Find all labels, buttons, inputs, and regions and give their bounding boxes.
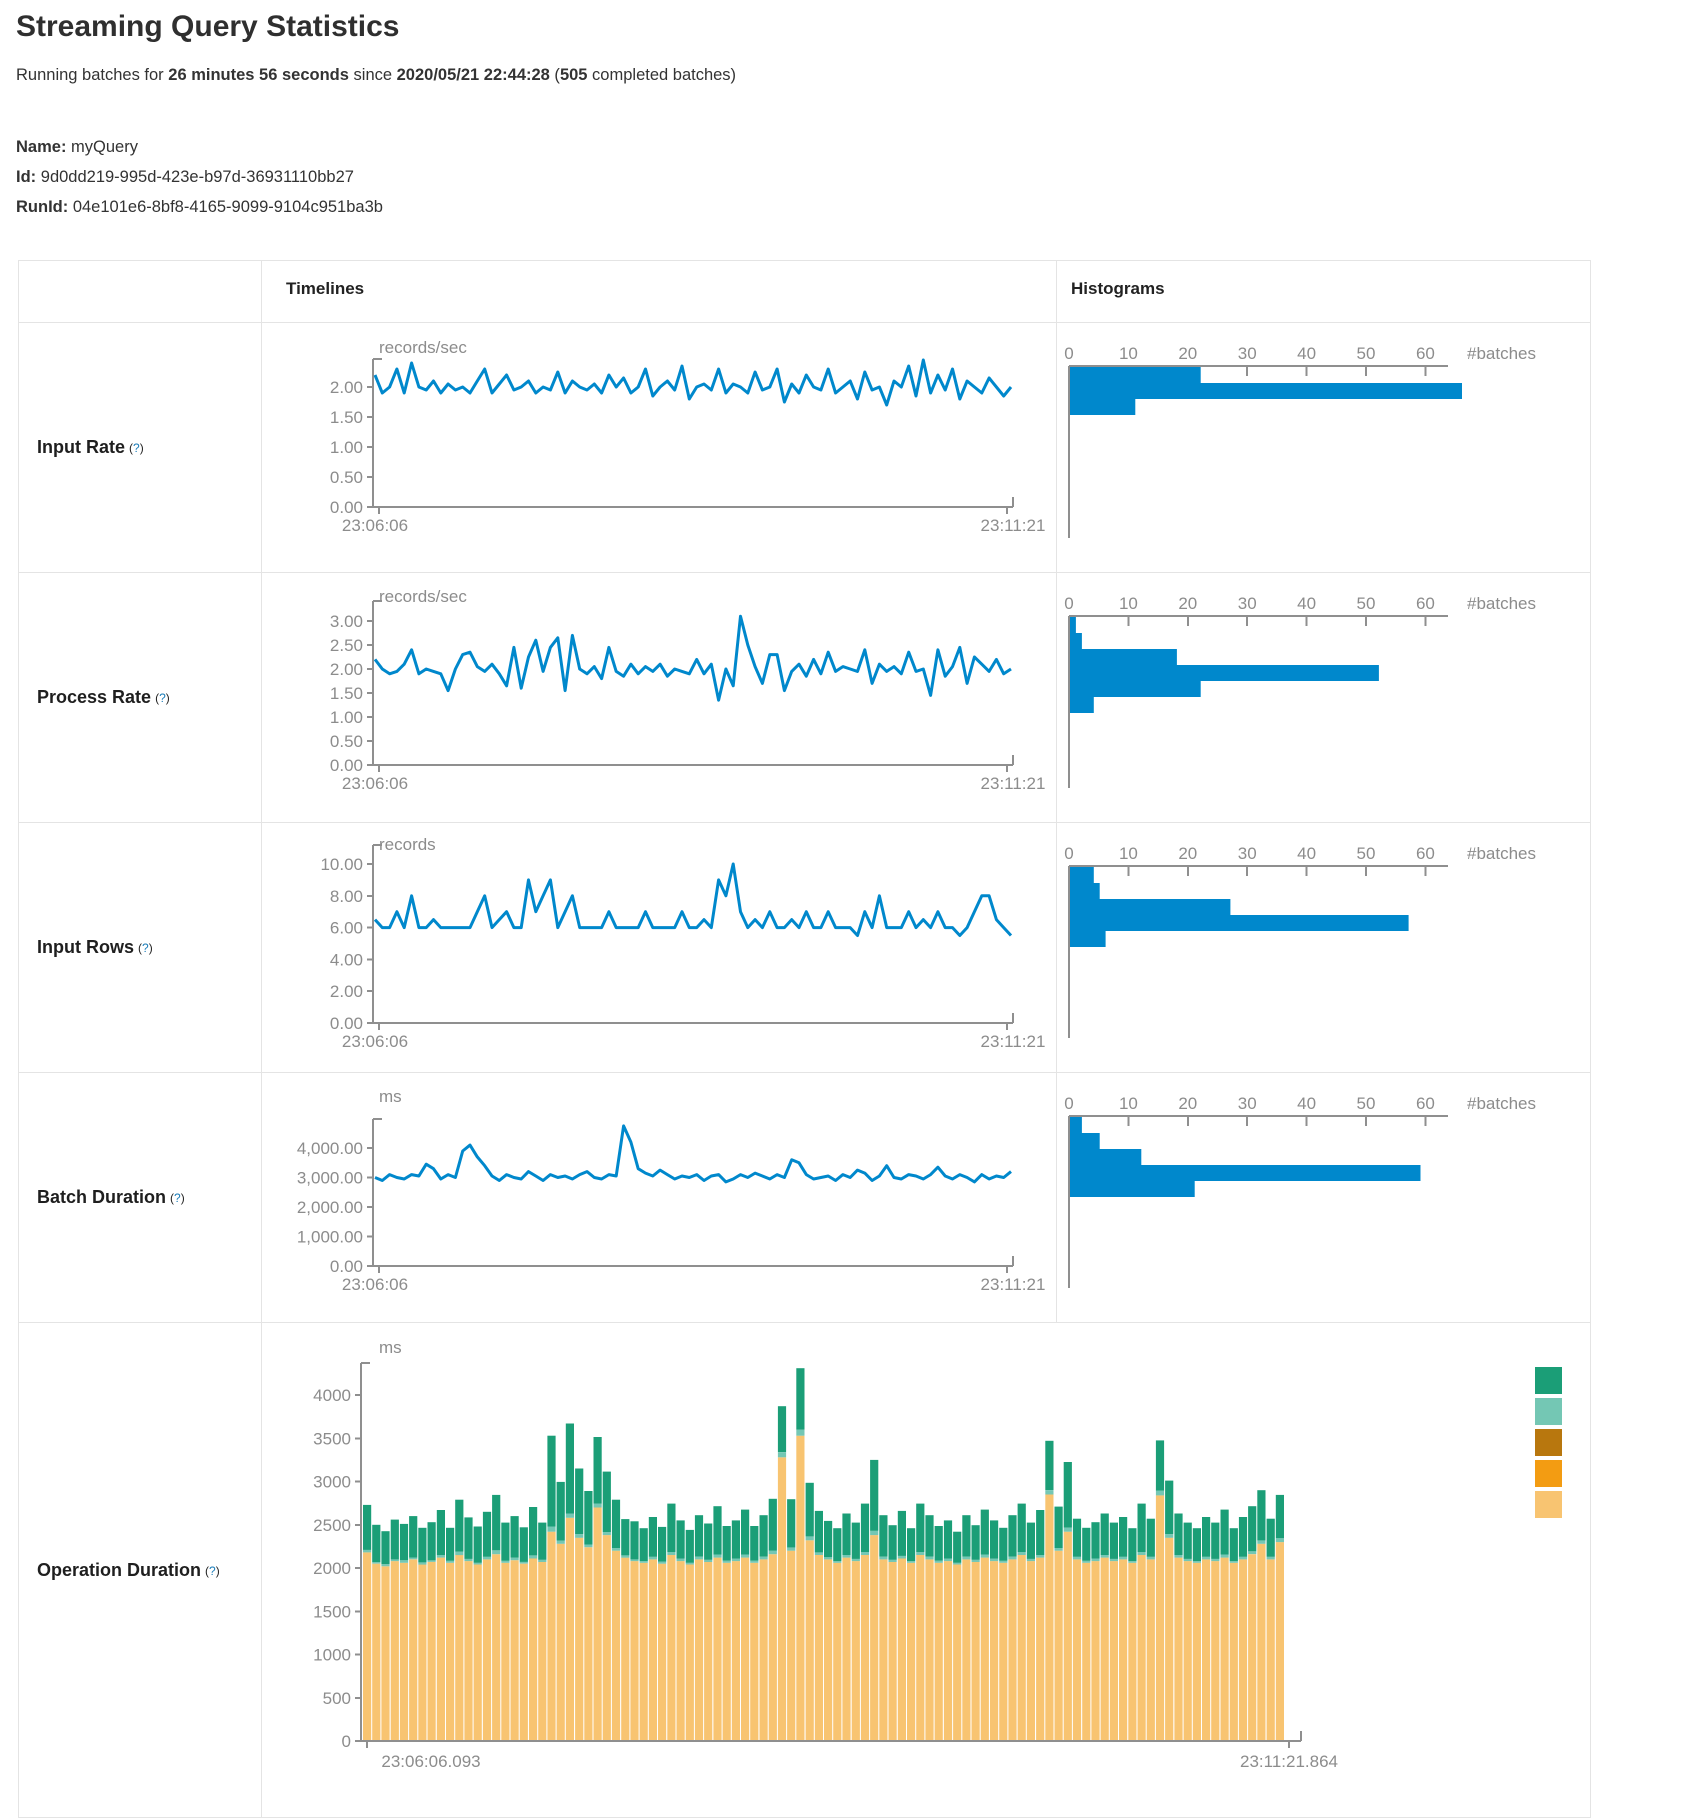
row-label-batch-duration: Batch Duration bbox=[37, 1187, 167, 1207]
svg-text:40: 40 bbox=[1297, 594, 1317, 613]
svg-text:10: 10 bbox=[1118, 594, 1138, 613]
operation-duration-bar bbox=[815, 1511, 823, 1741]
histograms-column-header: Histograms bbox=[1071, 279, 1165, 298]
svg-text:500: 500 bbox=[322, 1688, 351, 1708]
svg-text:0.50: 0.50 bbox=[329, 468, 363, 487]
name-value: myQuery bbox=[71, 138, 138, 156]
metric-label-cell-operation-duration bbox=[19, 1323, 261, 1818]
operation-duration-bar bbox=[972, 1525, 980, 1741]
input-rate-unit-label: records/sec bbox=[379, 338, 467, 357]
operation-duration-bar bbox=[492, 1495, 500, 1741]
svg-text:20: 20 bbox=[1178, 844, 1198, 863]
input-rows-x-start-label: 23:06:06 bbox=[341, 1032, 409, 1051]
operation-duration-bar bbox=[935, 1526, 943, 1741]
histogram-column-divider bbox=[1056, 261, 1057, 1322]
input-rate-line-series bbox=[375, 360, 1011, 405]
batch-duration-histogram-bar bbox=[1070, 1117, 1082, 1133]
operation-duration-bar bbox=[750, 1526, 758, 1741]
svg-text:1.00: 1.00 bbox=[329, 438, 363, 457]
operation-duration-bar bbox=[1036, 1510, 1044, 1741]
metric-label-cell-input-rows bbox=[19, 823, 261, 1072]
svg-text:2,000.00: 2,000.00 bbox=[296, 1198, 363, 1217]
page-title: Streaming Query Statistics bbox=[16, 10, 400, 43]
batch-duration-histogram-chart bbox=[1056, 1073, 1592, 1323]
operation-duration-bar bbox=[520, 1527, 528, 1741]
help-icon-operation-duration[interactable]: (?) bbox=[205, 1563, 220, 1578]
operation-duration-bar bbox=[1147, 1519, 1155, 1741]
query-info-block bbox=[16, 132, 383, 222]
input-rows-histogram-bar bbox=[1070, 867, 1094, 883]
input-rate-x-start-label: 23:06:06 bbox=[341, 516, 409, 535]
operation-duration-bar bbox=[1128, 1528, 1136, 1741]
legend-swatch-1 bbox=[1535, 1367, 1562, 1394]
operation-duration-bar bbox=[584, 1491, 592, 1741]
svg-text:3500: 3500 bbox=[313, 1429, 351, 1449]
operation-duration-bar bbox=[732, 1520, 740, 1741]
svg-text:3,000.00: 3,000.00 bbox=[296, 1168, 363, 1188]
legend-swatch-5 bbox=[1535, 1491, 1562, 1518]
operation-duration-bar bbox=[741, 1510, 749, 1741]
summary-middle: since bbox=[348, 66, 397, 84]
input-rate-y-axis bbox=[367, 359, 382, 507]
svg-text:10.00: 10.00 bbox=[320, 855, 363, 874]
operation-duration-bar bbox=[704, 1524, 712, 1742]
operation-duration-bar bbox=[944, 1520, 952, 1741]
metric-label-cell-input-rate bbox=[19, 323, 261, 572]
svg-text:2.50: 2.50 bbox=[329, 636, 363, 655]
operation-duration-bar bbox=[990, 1520, 998, 1741]
operation-duration-bar bbox=[760, 1515, 768, 1741]
process-rate-histogram-axis bbox=[1069, 616, 1448, 788]
operation-duration-bar bbox=[428, 1522, 436, 1741]
process-rate-unit-label: records/sec bbox=[379, 587, 467, 606]
operation-duration-x-start-label: 23:06:06.093 bbox=[381, 1752, 481, 1771]
id-label: Id: bbox=[16, 168, 37, 186]
input-rows-y-axis bbox=[367, 845, 382, 1023]
operation-duration-bar bbox=[649, 1517, 657, 1741]
operation-duration-bar bbox=[852, 1523, 860, 1741]
svg-text:2000: 2000 bbox=[313, 1559, 351, 1578]
svg-text:2.00: 2.00 bbox=[329, 982, 363, 1002]
input-rows-histogram-bar bbox=[1070, 899, 1230, 915]
process-rate-x-end-label: 23:11:21 bbox=[980, 774, 1046, 793]
svg-text:1500: 1500 bbox=[313, 1602, 351, 1622]
help-icon-input-rate[interactable]: (?) bbox=[129, 440, 144, 455]
process-rate-x-start-label: 23:06:06 bbox=[341, 774, 409, 793]
svg-text:60: 60 bbox=[1415, 844, 1435, 863]
summary-suffix: completed batches) bbox=[587, 66, 737, 84]
svg-text:30: 30 bbox=[1237, 344, 1257, 363]
svg-text:60: 60 bbox=[1415, 344, 1435, 363]
process-rate-histogram-bar bbox=[1070, 617, 1076, 633]
operation-duration-bar bbox=[501, 1523, 509, 1741]
svg-text:20: 20 bbox=[1178, 1094, 1198, 1113]
batch-duration-histogram-bar bbox=[1070, 1181, 1195, 1197]
operation-duration-bar bbox=[861, 1504, 869, 1741]
operation-duration-bar bbox=[695, 1515, 703, 1741]
svg-text:4000: 4000 bbox=[313, 1386, 351, 1405]
operation-duration-bar bbox=[1101, 1514, 1109, 1742]
operation-duration-bar bbox=[889, 1525, 897, 1741]
summary-paren: ( bbox=[549, 66, 560, 84]
operation-duration-bar bbox=[1211, 1523, 1219, 1741]
operation-duration-bar bbox=[1082, 1528, 1090, 1741]
operation-duration-bar bbox=[455, 1500, 463, 1741]
operation-duration-bar bbox=[916, 1504, 924, 1741]
operation-duration-bar bbox=[603, 1472, 611, 1741]
operation-duration-bar bbox=[630, 1521, 638, 1741]
svg-text:60: 60 bbox=[1415, 594, 1435, 613]
svg-text:40: 40 bbox=[1297, 1094, 1317, 1113]
operation-duration-bar bbox=[1221, 1510, 1229, 1741]
legend-swatch-2 bbox=[1535, 1398, 1562, 1425]
row-label-operation-duration: Operation Duration bbox=[37, 1560, 202, 1580]
operation-duration-bar bbox=[686, 1530, 694, 1741]
operation-duration-bar bbox=[1276, 1495, 1284, 1741]
input-rows-histogram-bar bbox=[1070, 931, 1106, 947]
start-timestamp: 2020/05/21 22:44:28 bbox=[396, 66, 550, 84]
batch-duration-batches-axis-label: #batches bbox=[1467, 1094, 1536, 1113]
input-rate-histogram-bar bbox=[1070, 399, 1135, 415]
svg-text:4.00: 4.00 bbox=[329, 950, 363, 970]
operation-duration-bar bbox=[962, 1515, 970, 1741]
svg-text:0: 0 bbox=[341, 1732, 351, 1751]
completed-batches-count: 505 bbox=[559, 66, 588, 84]
svg-text:1.00: 1.00 bbox=[329, 708, 363, 727]
input-rows-batches-axis-label: #batches bbox=[1467, 844, 1536, 863]
row-label-input-rate: Input Rate bbox=[37, 437, 125, 457]
operation-duration-bar bbox=[1119, 1517, 1127, 1741]
svg-text:50: 50 bbox=[1356, 344, 1376, 363]
svg-text:2500: 2500 bbox=[313, 1515, 351, 1535]
operation-duration-bar bbox=[879, 1515, 887, 1741]
metric-label-cell-batch-duration bbox=[19, 1073, 261, 1322]
row-label-process-rate: Process Rate bbox=[37, 687, 152, 707]
operation-duration-bar bbox=[391, 1520, 399, 1741]
svg-text:50: 50 bbox=[1356, 1094, 1376, 1113]
svg-text:6.00: 6.00 bbox=[329, 918, 363, 938]
operation-duration-bar bbox=[981, 1510, 989, 1741]
timelines-column-header: Timelines bbox=[286, 279, 365, 298]
operation-duration-bar bbox=[483, 1512, 491, 1741]
operation-duration-bar bbox=[1138, 1504, 1146, 1741]
input-rows-histogram-axis bbox=[1069, 866, 1448, 1038]
operation-duration-bar bbox=[870, 1460, 878, 1741]
batch-duration-x-end-label: 23:11:21 bbox=[980, 1275, 1046, 1294]
operation-duration-bar bbox=[418, 1528, 426, 1741]
operation-duration-bar bbox=[1248, 1506, 1256, 1741]
operation-duration-bar bbox=[1239, 1517, 1247, 1741]
process-rate-histogram-bar bbox=[1070, 649, 1177, 665]
svg-text:50: 50 bbox=[1356, 844, 1376, 863]
batch-duration-line-series bbox=[375, 1126, 1011, 1182]
process-rate-histogram-bar bbox=[1070, 681, 1201, 697]
operation-duration-bar bbox=[372, 1525, 380, 1741]
help-icon-batch-duration[interactable]: (?) bbox=[170, 1190, 185, 1205]
help-icon-input-rows[interactable]: (?) bbox=[138, 940, 153, 955]
metric-row-input-rate bbox=[19, 323, 1590, 573]
operation-duration-bar bbox=[594, 1437, 602, 1741]
operation-duration-bar bbox=[1091, 1522, 1099, 1741]
operation-duration-bar bbox=[824, 1521, 832, 1741]
svg-text:40: 40 bbox=[1297, 344, 1317, 363]
svg-text:2.00: 2.00 bbox=[329, 660, 363, 679]
svg-text:3000: 3000 bbox=[313, 1472, 351, 1492]
query-name-line bbox=[16, 132, 383, 162]
process-rate-histogram-bar bbox=[1070, 633, 1082, 649]
running-batches-summary bbox=[16, 66, 736, 85]
running-duration: 26 minutes 56 seconds bbox=[168, 66, 349, 84]
svg-text:0: 0 bbox=[1064, 1094, 1074, 1113]
metric-row-input-rows bbox=[19, 823, 1590, 1073]
operation-duration-bar bbox=[529, 1507, 537, 1741]
batch-duration-histogram-axis bbox=[1069, 1116, 1448, 1288]
input-rows-timeline-chart bbox=[261, 823, 1056, 1073]
operation-duration-bar bbox=[907, 1528, 915, 1741]
legend-swatch-4 bbox=[1535, 1460, 1562, 1487]
operation-duration-bar bbox=[1165, 1481, 1173, 1741]
input-rows-histogram-bar bbox=[1070, 915, 1409, 931]
svg-text:30: 30 bbox=[1237, 844, 1257, 863]
svg-text:0.50: 0.50 bbox=[329, 732, 363, 751]
operation-duration-bar bbox=[566, 1424, 574, 1742]
svg-text:0: 0 bbox=[1064, 844, 1074, 863]
process-rate-timeline-chart bbox=[261, 573, 1056, 823]
operation-duration-x-end-label: 23:11:21.864 bbox=[1240, 1752, 1338, 1771]
svg-text:2.00: 2.00 bbox=[329, 378, 363, 397]
operation-duration-bar bbox=[1267, 1519, 1275, 1741]
input-rate-histogram-bar bbox=[1070, 383, 1462, 399]
svg-text:30: 30 bbox=[1237, 594, 1257, 613]
process-rate-histogram-chart bbox=[1056, 573, 1592, 823]
operation-duration-bar bbox=[1202, 1517, 1210, 1741]
operation-duration-bar bbox=[547, 1436, 555, 1741]
input-rate-batches-axis-label: #batches bbox=[1467, 344, 1536, 363]
svg-text:50: 50 bbox=[1356, 594, 1376, 613]
metric-label-cell-process-rate bbox=[19, 573, 261, 822]
operation-duration-bar bbox=[1045, 1441, 1053, 1741]
batch-duration-histogram-bar bbox=[1070, 1149, 1141, 1165]
svg-text:0.00: 0.00 bbox=[329, 498, 363, 517]
help-icon-process-rate[interactable]: (?) bbox=[155, 690, 170, 705]
svg-text:0.00: 0.00 bbox=[329, 756, 363, 775]
batch-duration-unit-label: ms bbox=[379, 1087, 402, 1106]
batch-duration-timeline-chart bbox=[261, 1073, 1056, 1323]
input-rate-x-end-label: 23:11:21 bbox=[980, 516, 1046, 535]
input-rows-histogram-chart bbox=[1056, 823, 1592, 1073]
operation-duration-bar bbox=[1230, 1528, 1238, 1741]
statistics-table bbox=[18, 260, 1591, 1818]
operation-duration-bar bbox=[640, 1528, 648, 1741]
svg-text:0: 0 bbox=[1064, 594, 1074, 613]
operation-duration-bar bbox=[363, 1505, 371, 1741]
operation-duration-bar bbox=[787, 1499, 795, 1741]
operation-duration-bar bbox=[723, 1526, 731, 1741]
input-rate-timeline-chart bbox=[261, 323, 1056, 573]
operation-duration-bar bbox=[511, 1516, 519, 1741]
operation-duration-bar bbox=[667, 1504, 675, 1741]
operation-duration-bar bbox=[446, 1528, 454, 1741]
process-rate-batches-axis-label: #batches bbox=[1467, 594, 1536, 613]
process-rate-line-series bbox=[375, 616, 1011, 700]
operation-duration-bar bbox=[1055, 1507, 1063, 1741]
svg-text:1000: 1000 bbox=[313, 1645, 351, 1665]
svg-text:20: 20 bbox=[1178, 594, 1198, 613]
input-rows-line-series bbox=[375, 864, 1011, 936]
operation-duration-bar bbox=[538, 1523, 546, 1741]
svg-text:10: 10 bbox=[1118, 1094, 1138, 1113]
operation-duration-bar bbox=[833, 1528, 841, 1741]
operation-duration-bar bbox=[1008, 1515, 1016, 1741]
operation-duration-unit-label: ms bbox=[379, 1338, 402, 1357]
operation-duration-bar bbox=[806, 1483, 814, 1741]
svg-text:1.50: 1.50 bbox=[329, 684, 363, 703]
operation-duration-bar bbox=[1174, 1514, 1182, 1742]
svg-text:0: 0 bbox=[1064, 344, 1074, 363]
operation-duration-chart bbox=[261, 1323, 1592, 1818]
operation-duration-bar bbox=[842, 1514, 850, 1742]
operation-duration-bar bbox=[1184, 1523, 1192, 1741]
input-rate-histogram-chart bbox=[1056, 323, 1592, 573]
svg-text:20: 20 bbox=[1178, 344, 1198, 363]
operation-duration-bar bbox=[1257, 1490, 1265, 1741]
name-label: Name: bbox=[16, 138, 67, 156]
svg-text:1.50: 1.50 bbox=[329, 408, 363, 427]
operation-duration-bar bbox=[464, 1517, 472, 1741]
operation-duration-bar bbox=[474, 1527, 482, 1742]
input-rows-x-end-label: 23:11:21 bbox=[980, 1032, 1046, 1051]
operation-duration-bar bbox=[612, 1500, 620, 1741]
input-rows-x-axis bbox=[373, 1013, 1013, 1030]
process-rate-y-axis bbox=[367, 601, 382, 765]
process-rate-histogram-bar bbox=[1070, 665, 1379, 681]
svg-text:3.00: 3.00 bbox=[329, 612, 363, 631]
svg-text:0.00: 0.00 bbox=[329, 1014, 363, 1033]
batch-duration-y-axis bbox=[367, 1119, 382, 1266]
operation-duration-bar bbox=[381, 1531, 389, 1741]
input-rows-histogram-bar bbox=[1070, 883, 1100, 899]
runid-value: 04e101e6-8bf8-4165-9099-9104c951ba3b bbox=[72, 198, 383, 216]
operation-duration-bar bbox=[769, 1499, 777, 1741]
query-id-line bbox=[16, 162, 383, 192]
operation-duration-bar bbox=[1018, 1504, 1026, 1741]
metric-row-batch-duration bbox=[19, 1073, 1590, 1323]
operation-duration-bar bbox=[1027, 1523, 1035, 1741]
operation-duration-bar bbox=[557, 1482, 565, 1741]
runid-label: RunId: bbox=[16, 198, 69, 216]
input-rate-x-axis bbox=[373, 497, 1013, 514]
process-rate-x-axis bbox=[373, 755, 1013, 772]
svg-text:0.00: 0.00 bbox=[329, 1257, 363, 1276]
input-rate-histogram-bar bbox=[1070, 367, 1201, 383]
batch-duration-x-start-label: 23:06:06 bbox=[341, 1275, 409, 1294]
operation-duration-bar bbox=[1064, 1462, 1072, 1741]
legend-swatch-3 bbox=[1535, 1429, 1562, 1456]
batch-duration-histogram-bar bbox=[1070, 1165, 1421, 1181]
operation-duration-bar bbox=[953, 1532, 961, 1741]
operation-duration-bar bbox=[1156, 1440, 1164, 1741]
operation-duration-bar bbox=[437, 1510, 445, 1741]
label-column-divider bbox=[261, 261, 262, 1817]
operation-duration-bar bbox=[925, 1515, 933, 1741]
operation-duration-bar bbox=[400, 1524, 408, 1741]
svg-text:40: 40 bbox=[1297, 844, 1317, 863]
svg-text:60: 60 bbox=[1415, 1094, 1435, 1113]
svg-text:8.00: 8.00 bbox=[329, 886, 363, 906]
operation-duration-bar bbox=[796, 1368, 804, 1741]
batch-duration-x-axis bbox=[373, 1256, 1013, 1273]
input-rows-unit-label: records bbox=[379, 835, 436, 854]
operation-duration-bar bbox=[621, 1519, 629, 1741]
id-value: 9d0dd219-995d-423e-b97d-36931110bb27 bbox=[40, 168, 354, 186]
row-label-input-rows: Input Rows bbox=[37, 937, 134, 957]
operation-duration-bar bbox=[575, 1469, 583, 1742]
operation-duration-bar bbox=[658, 1527, 666, 1741]
operation-duration-bar bbox=[409, 1516, 417, 1741]
operation-duration-bar bbox=[713, 1506, 721, 1741]
svg-text:1,000.00: 1,000.00 bbox=[296, 1227, 363, 1247]
metric-row-operation-duration bbox=[19, 1323, 1590, 1818]
svg-text:30: 30 bbox=[1237, 1094, 1257, 1113]
operation-duration-bar bbox=[1110, 1523, 1118, 1741]
operation-duration-bar bbox=[778, 1406, 786, 1741]
query-runid-line bbox=[16, 192, 383, 222]
summary-prefix: Running batches for bbox=[16, 66, 169, 84]
operation-duration-bar bbox=[898, 1511, 906, 1741]
svg-text:10: 10 bbox=[1118, 344, 1138, 363]
table-header-row bbox=[19, 261, 1590, 323]
batch-duration-histogram-bar bbox=[1070, 1133, 1100, 1149]
operation-duration-bar bbox=[677, 1520, 685, 1741]
operation-duration-bar bbox=[1193, 1528, 1201, 1741]
svg-text:4,000.00: 4,000.00 bbox=[296, 1139, 363, 1158]
metric-row-process-rate bbox=[19, 573, 1590, 823]
operation-duration-bar bbox=[999, 1528, 1007, 1741]
process-rate-histogram-bar bbox=[1070, 697, 1094, 713]
operation-duration-bar bbox=[1073, 1519, 1081, 1741]
svg-text:10: 10 bbox=[1118, 844, 1138, 863]
